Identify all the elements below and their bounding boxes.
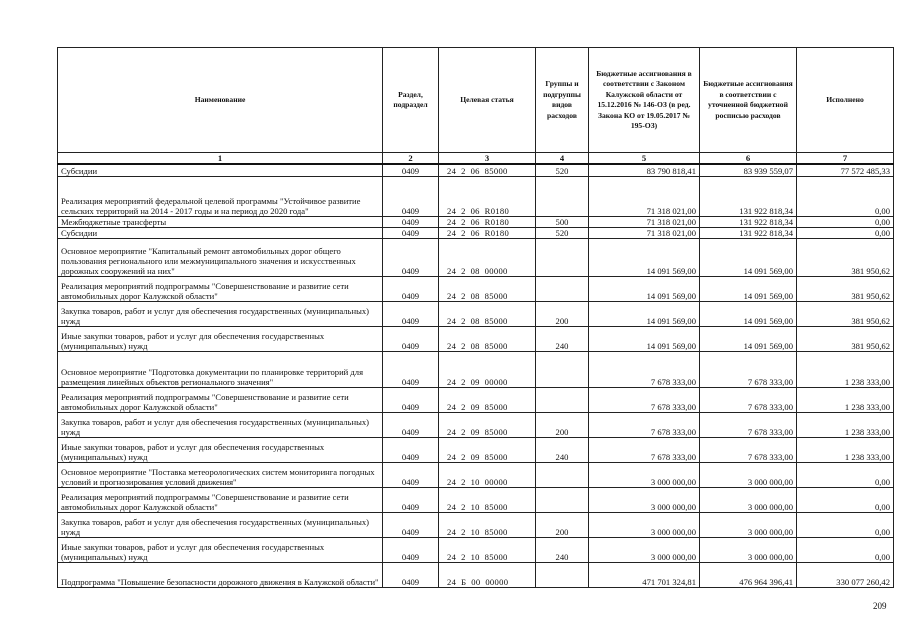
cell-section: 0409 (383, 276, 439, 301)
cell-target: 24 2 08 85000 (439, 326, 536, 351)
cell-refined: 7 678 333,00 (700, 351, 797, 387)
cell-section: 0409 (383, 326, 439, 351)
cell-section: 0409 (383, 512, 439, 537)
cell-target: 24 2 10 85000 (439, 487, 536, 512)
table-row (58, 326, 894, 351)
cell-section: 0409 (383, 562, 439, 587)
cell-target: 24 2 08 00000 (439, 238, 536, 276)
cell-name: Закупка товаров, работ и услуг для обеспечения государственных (муниципальных) нужд (58, 512, 383, 537)
cell-target: 24 2 10 85000 (439, 537, 536, 562)
table-row (58, 387, 894, 412)
cell-target: 24 2 09 85000 (439, 412, 536, 437)
cell-name: Основное мероприятие "Подготовка документации по планировке территорий для размещения линейных объектов регионального значения" (58, 351, 383, 387)
cell-target: 24 2 09 85000 (439, 387, 536, 412)
cell-done: 0,00 (797, 512, 894, 537)
cell-done: 381 950,62 (797, 326, 894, 351)
cell-done: 381 950,62 (797, 301, 894, 326)
cell-name: Межбюджетные трансферты (58, 216, 383, 227)
cell-done: 77 572 485,33 (797, 164, 894, 176)
cell-refined: 7 678 333,00 (700, 437, 797, 462)
cell-law: 3 000 000,00 (589, 487, 700, 512)
table-row (58, 216, 894, 227)
cell-refined: 476 964 396,41 (700, 562, 797, 587)
cell-done: 1 238 333,00 (797, 351, 894, 387)
cell-name: Основное мероприятие "Поставка метеорологических систем мониторинга погодных условий и прогнозирования условий движения" (58, 462, 383, 487)
table-row (58, 351, 894, 387)
cell-done: 381 950,62 (797, 276, 894, 301)
cell-law: 3 000 000,00 (589, 537, 700, 562)
cell-refined: 131 922 818,34 (700, 176, 797, 216)
cell-section: 0409 (383, 238, 439, 276)
cell-group: 200 (536, 512, 589, 537)
cell-section: 0409 (383, 164, 439, 176)
cell-refined: 3 000 000,00 (700, 487, 797, 512)
column-number: 6 (700, 153, 797, 165)
header-name: Наименование (58, 48, 383, 153)
header-groups: Группы и подгруппы видов расходов (536, 48, 589, 153)
cell-law: 7 678 333,00 (589, 351, 700, 387)
table-row (58, 462, 894, 487)
cell-target: 24 2 10 00000 (439, 462, 536, 487)
cell-section: 0409 (383, 537, 439, 562)
table-row (58, 437, 894, 462)
cell-law: 83 790 818,41 (589, 164, 700, 176)
cell-law: 7 678 333,00 (589, 412, 700, 437)
cell-law: 7 678 333,00 (589, 387, 700, 412)
cell-refined: 131 922 818,34 (700, 227, 797, 238)
table-row (58, 276, 894, 301)
cell-name: Реализация мероприятий подпрограммы "Совершенствование и развитие сети автомобильных дорог Калужской области" (58, 276, 383, 301)
cell-target: 24 2 09 85000 (439, 437, 536, 462)
table-row (58, 301, 894, 326)
cell-name: Иные закупки товаров, работ и услуг для обеспечения государственных (муниципальных) нужд (58, 326, 383, 351)
table-row (58, 512, 894, 537)
cell-group: 200 (536, 412, 589, 437)
cell-group: 520 (536, 164, 589, 176)
cell-target: 24 2 06 R0180 (439, 216, 536, 227)
cell-name: Реализация мероприятий подпрограммы "Совершенствование и развитие сети автомобильных дорог Калужской области" (58, 387, 383, 412)
cell-law: 71 318 021,00 (589, 227, 700, 238)
cell-done: 0,00 (797, 176, 894, 216)
cell-done: 0,00 (797, 227, 894, 238)
header-target: Целевая статья (439, 48, 536, 153)
budget-table (57, 47, 894, 588)
cell-group: 240 (536, 537, 589, 562)
cell-name: Иные закупки товаров, работ и услуг для обеспечения государственных (муниципальных) нужд (58, 537, 383, 562)
cell-group (536, 562, 589, 587)
cell-name: Основное мероприятие "Капитальный ремонт автомобильных дорог общего пользования регионального или межмуниципального значения и искусственных дорожных сооружений на них" (58, 238, 383, 276)
cell-target: 24 Б 00 00000 (439, 562, 536, 587)
cell-done: 381 950,62 (797, 238, 894, 276)
cell-target: 24 2 09 00000 (439, 351, 536, 387)
cell-done: 1 238 333,00 (797, 437, 894, 462)
table-row (58, 537, 894, 562)
cell-refined: 3 000 000,00 (700, 462, 797, 487)
cell-refined: 3 000 000,00 (700, 512, 797, 537)
column-number: 4 (536, 153, 589, 165)
cell-law: 71 318 021,00 (589, 176, 700, 216)
cell-section: 0409 (383, 462, 439, 487)
table-row (58, 487, 894, 512)
cell-group (536, 351, 589, 387)
table-row (58, 562, 894, 587)
table-row (58, 227, 894, 238)
table-row (58, 176, 894, 216)
cell-law: 471 701 324,81 (589, 562, 700, 587)
cell-name: Закупка товаров, работ и услуг для обеспечения государственных (муниципальных) нужд (58, 301, 383, 326)
header-refined: Бюджетные ассигнования в соответствии с уточненной бюджетной росписью расходов (700, 48, 797, 153)
cell-refined: 131 922 818,34 (700, 216, 797, 227)
cell-done: 0,00 (797, 216, 894, 227)
column-number: 3 (439, 153, 536, 165)
page-number: 209 (873, 601, 887, 611)
cell-group (536, 387, 589, 412)
cell-done: 0,00 (797, 537, 894, 562)
cell-done: 0,00 (797, 487, 894, 512)
table-header-row (58, 48, 894, 153)
cell-law: 3 000 000,00 (589, 462, 700, 487)
cell-target: 24 2 06 85000 (439, 164, 536, 176)
cell-law: 7 678 333,00 (589, 437, 700, 462)
cell-refined: 83 939 559,07 (700, 164, 797, 176)
cell-group (536, 462, 589, 487)
budget-table-sheet (57, 47, 893, 588)
cell-law: 14 091 569,00 (589, 238, 700, 276)
cell-target: 24 2 10 85000 (439, 512, 536, 537)
cell-refined: 3 000 000,00 (700, 537, 797, 562)
column-number: 1 (58, 153, 383, 165)
cell-section: 0409 (383, 351, 439, 387)
cell-group (536, 487, 589, 512)
cell-group: 500 (536, 216, 589, 227)
cell-group: 240 (536, 326, 589, 351)
cell-refined: 14 091 569,00 (700, 301, 797, 326)
column-number-row (58, 153, 894, 165)
cell-group: 240 (536, 437, 589, 462)
column-number: 5 (589, 153, 700, 165)
cell-name: Закупка товаров, работ и услуг для обеспечения государственных (муниципальных) нужд (58, 412, 383, 437)
cell-done: 330 077 260,42 (797, 562, 894, 587)
cell-target: 24 2 06 R0180 (439, 176, 536, 216)
table-body (58, 164, 894, 587)
cell-section: 0409 (383, 412, 439, 437)
header-done: Исполнено (797, 48, 894, 153)
cell-name: Подпрограмма "Повышение безопасности дорожного движения в Калужской области" (58, 562, 383, 587)
cell-law: 3 000 000,00 (589, 512, 700, 537)
header-section: Раздел, подраздел (383, 48, 439, 153)
cell-section: 0409 (383, 301, 439, 326)
cell-refined: 14 091 569,00 (700, 238, 797, 276)
cell-section: 0409 (383, 216, 439, 227)
cell-law: 71 318 021,00 (589, 216, 700, 227)
cell-section: 0409 (383, 437, 439, 462)
cell-law: 14 091 569,00 (589, 301, 700, 326)
cell-done: 0,00 (797, 462, 894, 487)
cell-group (536, 176, 589, 216)
cell-target: 24 2 08 85000 (439, 276, 536, 301)
cell-law: 14 091 569,00 (589, 326, 700, 351)
column-number: 7 (797, 153, 894, 165)
cell-name: Субсидии (58, 227, 383, 238)
cell-refined: 14 091 569,00 (700, 276, 797, 301)
cell-refined: 14 091 569,00 (700, 326, 797, 351)
cell-group: 520 (536, 227, 589, 238)
cell-name: Реализация мероприятий подпрограммы "Совершенствование и развитие сети автомобильных дорог Калужской области" (58, 487, 383, 512)
table-row (58, 238, 894, 276)
cell-target: 24 2 06 R0180 (439, 227, 536, 238)
table-row (58, 164, 894, 176)
cell-group (536, 238, 589, 276)
cell-name: Реализация мероприятий федеральной целевой программы "Устойчивое развитие сельских территорий на 2014 - 2017 годы и на период до 2020 года" (58, 176, 383, 216)
cell-section: 0409 (383, 387, 439, 412)
cell-group (536, 276, 589, 301)
cell-refined: 7 678 333,00 (700, 387, 797, 412)
cell-section: 0409 (383, 176, 439, 216)
cell-done: 1 238 333,00 (797, 412, 894, 437)
cell-law: 14 091 569,00 (589, 276, 700, 301)
cell-name: Иные закупки товаров, работ и услуг для обеспечения государственных (муниципальных) нужд (58, 437, 383, 462)
cell-group: 200 (536, 301, 589, 326)
cell-section: 0409 (383, 487, 439, 512)
cell-refined: 7 678 333,00 (700, 412, 797, 437)
header-law: Бюджетные ассигнования в соответствии с Законом Калужской области от 15.12.2016 № 146-ОЗ (в ред. Закона КО от 19.05.2017 № 195-ОЗ) (589, 48, 700, 153)
cell-target: 24 2 08 85000 (439, 301, 536, 326)
column-number: 2 (383, 153, 439, 165)
cell-name: Субсидии (58, 164, 383, 176)
table-row (58, 412, 894, 437)
cell-section: 0409 (383, 227, 439, 238)
cell-done: 1 238 333,00 (797, 387, 894, 412)
